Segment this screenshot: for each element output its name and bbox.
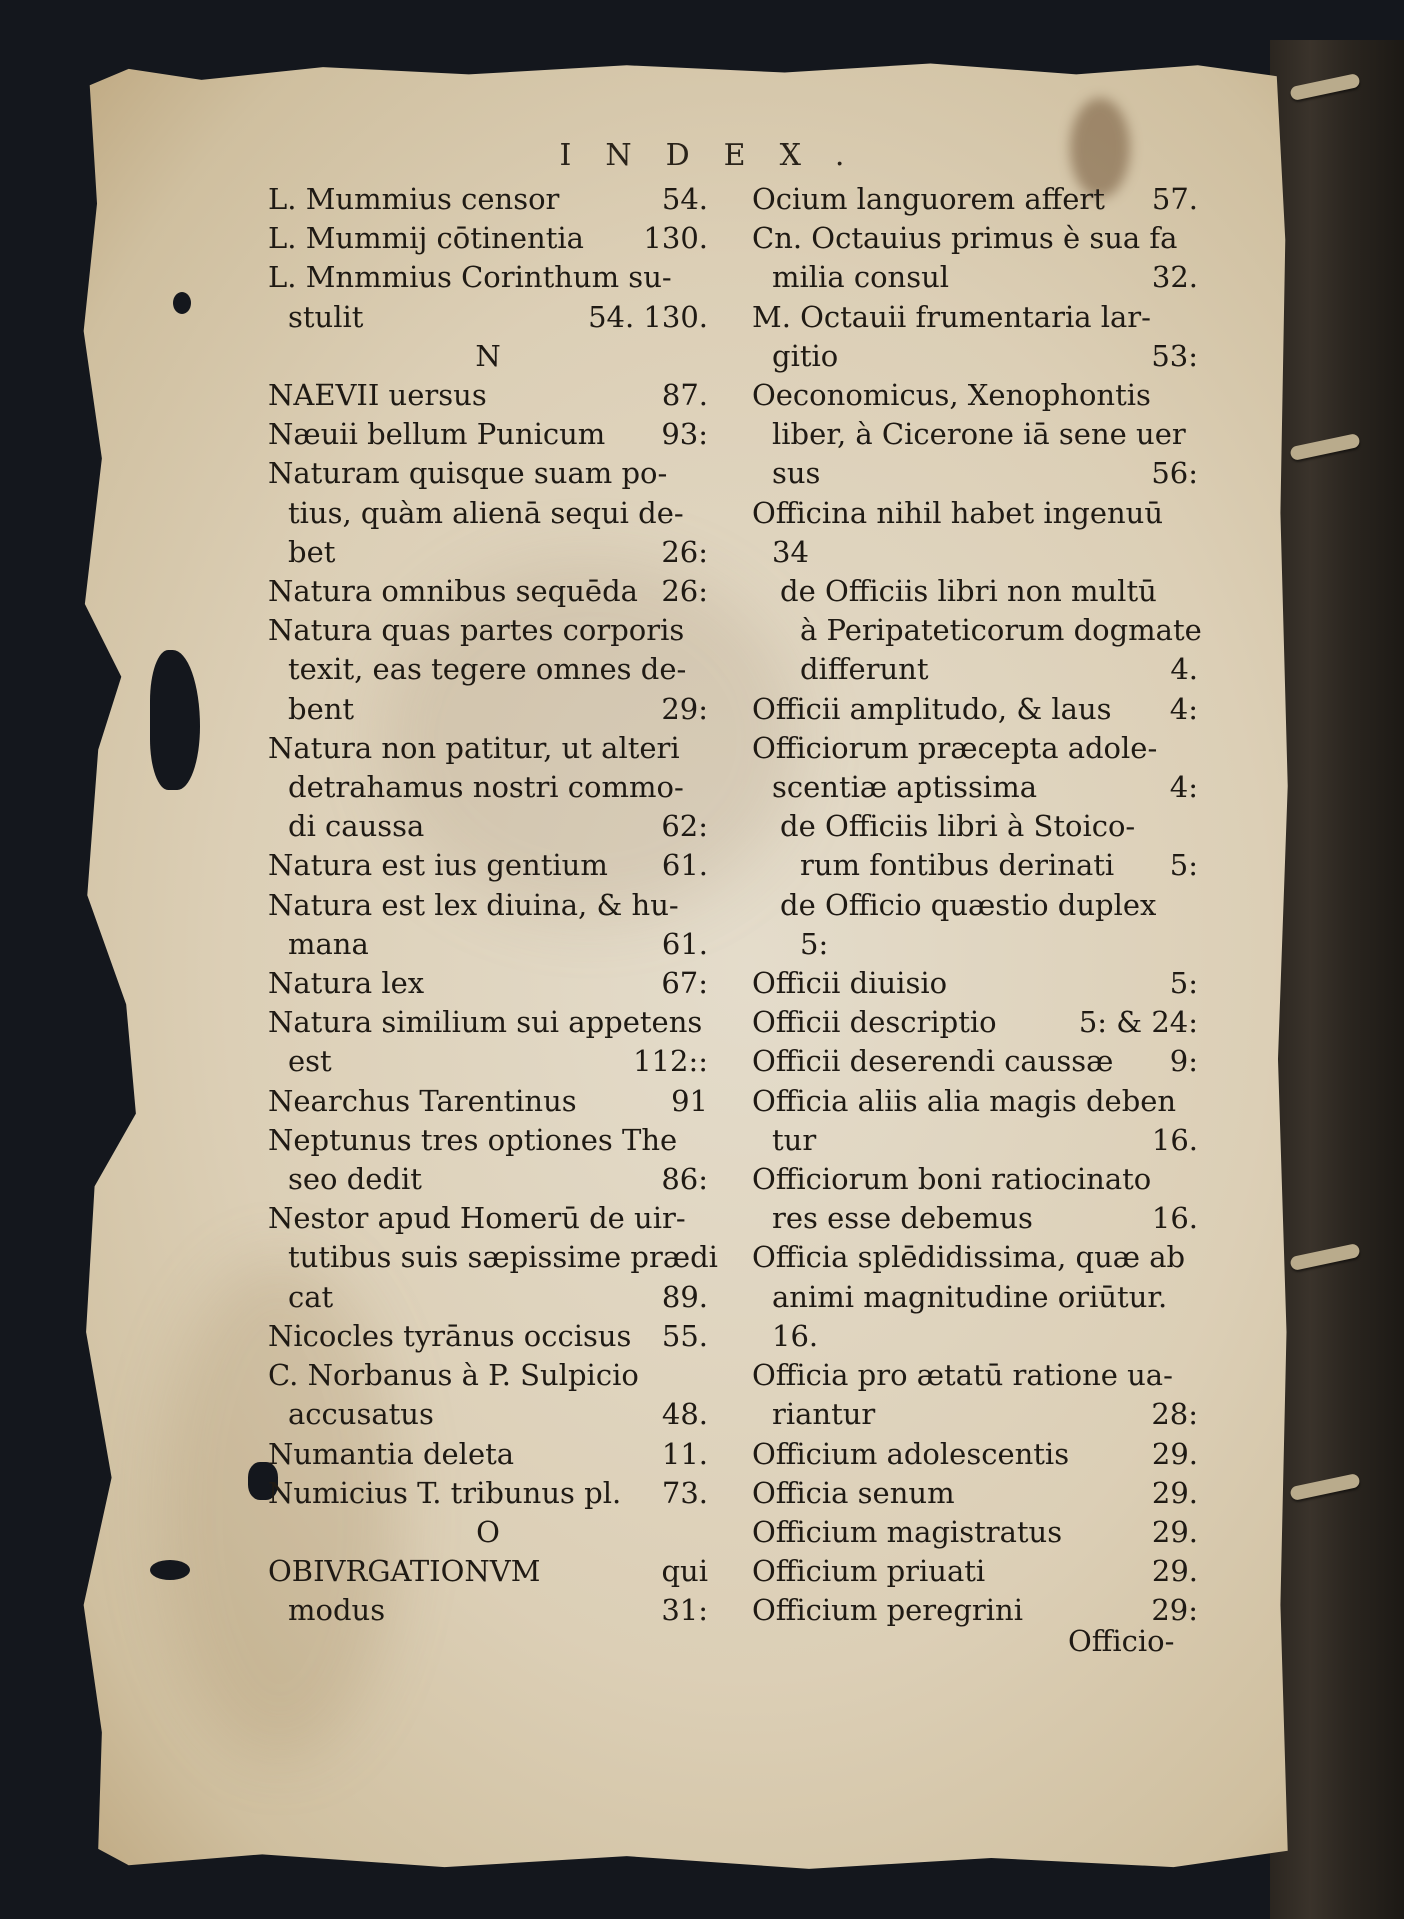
entry-text: Natura non patitur, ut alteri xyxy=(268,730,680,765)
index-entry xyxy=(268,1082,708,1121)
page-reference: 61. xyxy=(661,926,708,961)
page-reference: 26: xyxy=(661,534,708,569)
entry-text: de Officio quæstio duplex xyxy=(780,887,1157,922)
section-letter: O xyxy=(476,1514,500,1549)
index-entry xyxy=(268,415,708,454)
entry-text: Officium adolescentis xyxy=(752,1436,1070,1471)
index-entry xyxy=(268,1435,708,1474)
entry-text: differunt xyxy=(800,652,929,687)
entry-text: OBIVRGATIONVM xyxy=(268,1554,541,1589)
entry-text: riantur xyxy=(772,1397,876,1432)
index-entry xyxy=(268,1199,718,1317)
page-reference: 91 xyxy=(671,1083,708,1118)
entry-text: bent xyxy=(288,691,355,726)
page-reference: 48. xyxy=(661,1397,708,1432)
entry-text: detrahamus nostri commo- xyxy=(288,770,684,805)
entry-text: milia consul xyxy=(772,260,950,295)
page-reference: 29: xyxy=(661,691,708,726)
entry-text: scentiæ aptissima xyxy=(772,770,1037,805)
entry-text: modus xyxy=(288,1593,386,1628)
entry-text: Oeconomicus, Xenophontis xyxy=(752,378,1151,413)
entry-text: gitio xyxy=(772,338,839,373)
book-binding xyxy=(1270,40,1404,1919)
index-entry xyxy=(752,180,1198,219)
index-entry xyxy=(268,1474,708,1513)
page-reference: 16. xyxy=(1151,1122,1198,1157)
entry-text: accusatus xyxy=(288,1397,434,1432)
entry-text: Officii amplitudo, & laus xyxy=(752,691,1112,726)
entry-text: Officiorum præcepta adole- xyxy=(752,730,1158,765)
index-entry xyxy=(268,572,708,611)
entry-text: Officia pro ætatū ratione ua- xyxy=(752,1358,1173,1393)
entry-text: Naturam quisque suam po- xyxy=(268,456,668,491)
entry-text: animi magnitudine oriūtur. xyxy=(772,1279,1168,1314)
page-reference: 130. xyxy=(643,221,708,256)
page-reference: 29. xyxy=(1151,1436,1198,1471)
page-reference: 31: xyxy=(661,1593,708,1628)
page-reference: 28: xyxy=(1151,1397,1198,1432)
entry-text: Natura est lex diuina, & hu- xyxy=(268,887,679,922)
index-entry xyxy=(268,729,708,847)
index-entry xyxy=(268,1552,708,1630)
entry-text: stulit xyxy=(288,299,364,334)
page-reference: 5: & 24: xyxy=(1078,1005,1198,1040)
entry-text: tutibus suis sæpissime prædi xyxy=(288,1240,718,1275)
index-entry xyxy=(752,494,1198,572)
entry-text: Officia splēdidissima, quæ ab xyxy=(752,1240,1186,1275)
entry-text: tius, quàm alienā sequi de- xyxy=(288,495,684,530)
page-reference: 62: xyxy=(661,809,708,844)
entry-text: Officina nihil habet ingenuū xyxy=(752,495,1164,530)
section-letter: N xyxy=(475,338,501,373)
index-entry xyxy=(752,572,1202,690)
page-damage-hole xyxy=(173,292,191,314)
entry-text: cat xyxy=(288,1279,334,1314)
entry-text: Næuii bellum Punicum xyxy=(268,417,606,452)
index-entry xyxy=(268,258,708,336)
index-entry xyxy=(268,846,708,885)
page-reference: 56: xyxy=(1151,456,1198,491)
entry-text: M. Octauii frumentaria lar- xyxy=(752,299,1151,334)
entry-text: est xyxy=(288,1044,332,1079)
entry-text: de Officiis libri à Stoico- xyxy=(780,809,1136,844)
page-reference: 29. xyxy=(1151,1475,1198,1510)
page-reference: 5: xyxy=(1169,966,1198,1001)
entry-text: L. Mnmmius Corinthum su- xyxy=(268,260,672,295)
entry-text: res esse debemus xyxy=(772,1201,1033,1236)
index-entry xyxy=(268,219,708,258)
entry-text: Natura quas partes corporis xyxy=(268,613,685,648)
entry-text: rum fontibus derinati xyxy=(800,848,1115,883)
entry-text: Ocium languorem affert xyxy=(752,182,1105,216)
entry-text: Numantia deleta xyxy=(268,1436,515,1471)
entry-text: Neptunus tres optiones The xyxy=(268,1122,678,1157)
entry-text: Officium peregrini xyxy=(752,1593,1023,1628)
index-entry xyxy=(752,729,1198,807)
page-reference: 5: xyxy=(1169,848,1198,883)
entry-text: C. Norbanus à P. Sulpicio xyxy=(268,1358,639,1393)
entry-text: Numicius T. tribunus pl. xyxy=(268,1475,622,1510)
index-entry xyxy=(752,964,1198,1003)
page-reference: 89. xyxy=(661,1279,708,1314)
entry-text: Cn. Octauius primus è sua fa xyxy=(752,221,1178,256)
page-reference: 54. xyxy=(661,182,708,216)
page-reference: 9: xyxy=(1169,1044,1198,1079)
entry-text: tur xyxy=(772,1122,817,1157)
page-reference: 86: xyxy=(661,1162,708,1197)
entry-text: Officii deserendi caussæ xyxy=(752,1044,1114,1079)
entry-text: Officii descriptio xyxy=(752,1005,997,1040)
page-reference: 55. xyxy=(661,1318,708,1353)
page-reference: 11. xyxy=(661,1436,708,1471)
entry-text: Natura lex xyxy=(268,966,425,1001)
entry-text: Officiorum boni ratiocinato xyxy=(752,1162,1152,1197)
page-reference: 67: xyxy=(661,966,708,1001)
entry-text: Nicocles tyrānus occisus xyxy=(268,1318,632,1353)
page-reference: 32. xyxy=(1151,260,1198,295)
page-reference: 87. xyxy=(661,378,708,413)
entry-text: di caussa xyxy=(288,809,425,844)
index-entry xyxy=(752,376,1198,494)
entry-text: 5: xyxy=(800,926,829,961)
page-reference: 29. xyxy=(1151,1514,1198,1549)
index-column-right xyxy=(752,180,1202,1631)
index-entry xyxy=(752,1042,1198,1081)
index-entry xyxy=(268,1121,708,1199)
entry-text: 16. xyxy=(772,1318,819,1353)
index-entry xyxy=(752,1356,1198,1434)
page-reference: 93: xyxy=(661,417,708,452)
index-entry xyxy=(752,1552,1198,1591)
entry-text: bet xyxy=(288,534,336,569)
index-entry xyxy=(268,964,708,1003)
index-entry xyxy=(268,611,708,729)
index-entry xyxy=(268,1356,708,1434)
index-entry xyxy=(752,886,1198,964)
page-damage-hole xyxy=(150,1560,190,1580)
entry-text: Natura similium sui appetens xyxy=(268,1005,703,1040)
entry-text: Officium priuati xyxy=(752,1554,986,1589)
page-reference: 4: xyxy=(1169,691,1198,726)
entry-text: Nearchus Tarentinus xyxy=(268,1083,577,1118)
index-entry xyxy=(268,454,708,572)
index-entry xyxy=(752,219,1198,297)
index-entry xyxy=(752,1160,1198,1238)
index-entry xyxy=(752,1082,1198,1160)
entry-text: Natura est ius gentium xyxy=(268,848,608,883)
page-reference: 4. xyxy=(1170,652,1198,687)
entry-text: sus xyxy=(772,456,821,491)
page-reference: 54. 130. xyxy=(588,299,708,334)
index-column-left xyxy=(268,180,718,1631)
entry-text: Nestor apud Homerū de uir- xyxy=(268,1201,686,1236)
entry-text: mana xyxy=(288,926,369,961)
index-entry xyxy=(268,1003,708,1081)
entry-text: Officium magistratus xyxy=(752,1514,1063,1549)
page-reference: 16. xyxy=(1151,1201,1198,1236)
page-reference: 4: xyxy=(1169,770,1198,805)
index-entry xyxy=(752,1474,1198,1513)
page-reference: 26: xyxy=(661,574,708,609)
entry-text: Officii diuisio xyxy=(752,966,948,1001)
page-reference: qui xyxy=(661,1554,708,1589)
index-entry xyxy=(752,1003,1198,1042)
entry-text: Officia aliis alia magis deben xyxy=(752,1083,1177,1118)
entry-text: NAEVII uersus xyxy=(268,378,487,413)
index-entry xyxy=(752,807,1198,885)
index-entry xyxy=(268,180,708,219)
entry-text: L. Mummij cōtinentia xyxy=(268,221,584,256)
index-entry xyxy=(268,1317,708,1356)
entry-text: 34 xyxy=(772,534,809,569)
entry-text: texit, eas tegere omnes de- xyxy=(288,652,687,687)
entry-text: à Peripateticorum dogmate xyxy=(800,613,1202,648)
page-reference: 29. xyxy=(1151,1554,1198,1589)
index-entry xyxy=(752,690,1198,729)
page-header: INDEX. xyxy=(559,138,879,173)
catchword: Officio- xyxy=(1068,1624,1175,1658)
page-reference: 112:: xyxy=(633,1044,708,1079)
entry-text: de Officiis libri non multū xyxy=(780,574,1157,609)
page-reference: 73. xyxy=(661,1475,708,1510)
entry-text: liber, à Cicerone iā sene uer xyxy=(772,417,1186,452)
entry-text: seo dedit xyxy=(288,1162,422,1197)
index-entry xyxy=(752,298,1198,376)
entry-text: Natura omnibus sequēda xyxy=(268,574,638,609)
entry-text: L. Mummius censor xyxy=(268,182,560,216)
index-entry xyxy=(268,376,708,415)
index-entry xyxy=(752,1435,1198,1474)
index-entry xyxy=(752,1238,1198,1356)
index-entry xyxy=(268,886,708,964)
page-reference: 53: xyxy=(1151,338,1198,373)
page-reference: 57. xyxy=(1151,182,1198,216)
page-reference: 29: xyxy=(1151,1593,1198,1628)
page-reference: 61. xyxy=(661,848,708,883)
index-entry xyxy=(752,1513,1198,1552)
entry-text: Officia senum xyxy=(752,1475,955,1510)
